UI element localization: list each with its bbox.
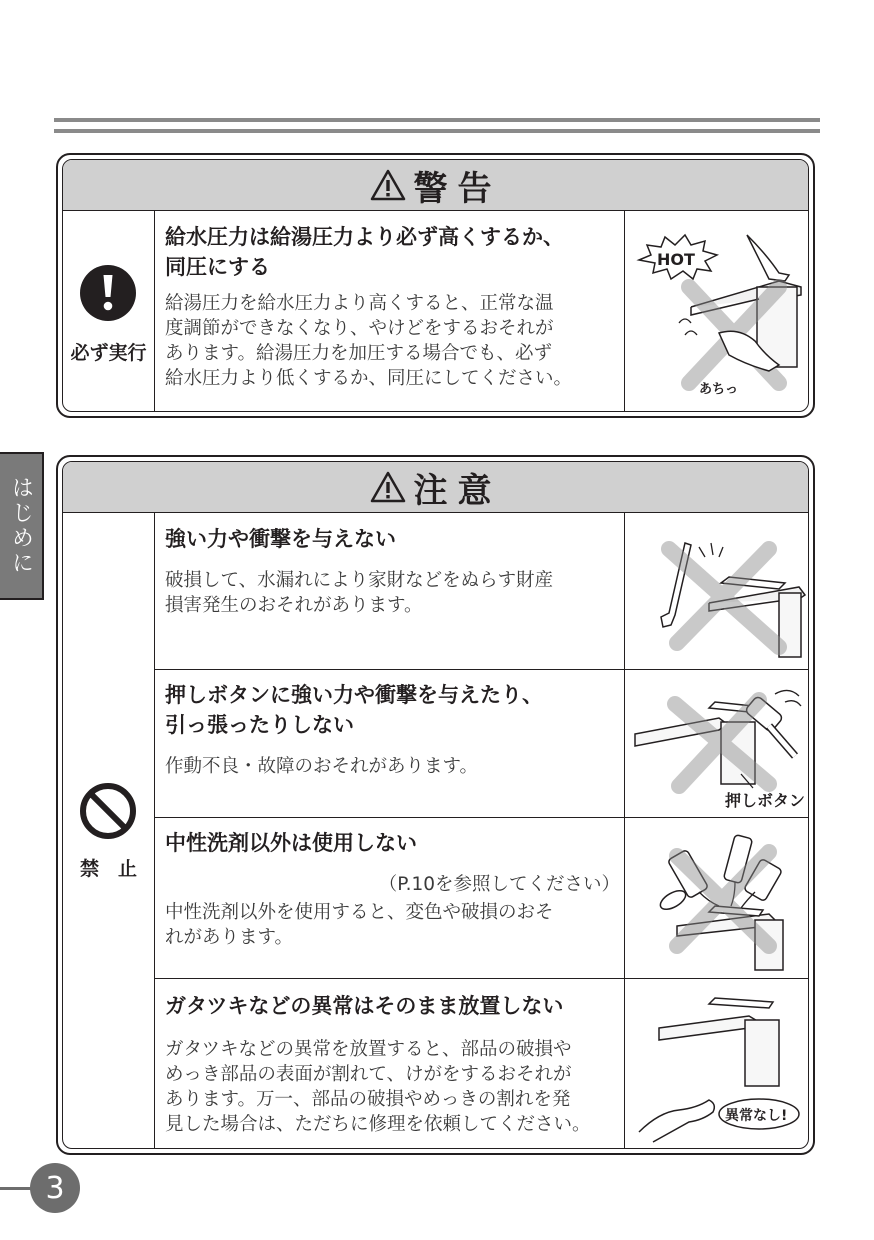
caution-header <box>63 462 808 513</box>
normal-check-illustration <box>629 982 809 1149</box>
caution-item4-body-line2: めっき部品の表面が割れて、けがをするおそれが <box>165 1064 572 1085</box>
warning-divider-left <box>154 211 155 411</box>
warning-body <box>165 291 625 391</box>
page-number-line <box>0 1187 32 1190</box>
mandatory-label: 必ず実行 <box>70 342 147 364</box>
hot-water-illustration <box>629 215 809 405</box>
caution-item4-body <box>165 1037 625 1137</box>
mandatory-action-icon <box>79 264 137 322</box>
warning-body-line4: 給水圧力より低くするか、同圧にしてください。 <box>165 368 573 389</box>
top-rule-upper <box>54 118 820 122</box>
warning-body-line3: あります。給湯圧力を加圧する場合でも、必ず <box>165 343 553 364</box>
caution-item3-body <box>165 900 625 950</box>
top-rule-lower <box>54 129 820 133</box>
warning-box-inner <box>62 159 809 412</box>
caution-item1-title: 強い力や衝撃を与えない <box>165 527 396 551</box>
caution-item3-body-line1: 中性洗剤以外を使用すると、変色や破損のおそ <box>165 902 554 923</box>
caution-item2-title-line1: 押しボタンに強い力や衝撃を与えたり、 <box>165 683 543 707</box>
caution-item3-reference: （P.10を参照してください） <box>378 874 620 895</box>
warning-header <box>63 160 808 211</box>
caution-item4-body-line4: 見した場合は、ただちに修理を依頼してください。 <box>165 1114 591 1135</box>
caution-item2-title-line2: 引っ張ったりしない <box>165 713 354 737</box>
caution-row-divider-2 <box>154 817 808 818</box>
caution-box <box>56 455 815 1155</box>
prohibition-label: 禁 止 <box>79 858 137 880</box>
page-number: 3 <box>30 1163 80 1213</box>
warning-triangle-icon <box>370 169 406 201</box>
warning-header-text: 警告 <box>413 168 502 209</box>
caution-item4-body-line1: ガタツキなどの異常を放置すると、部品の破損や <box>165 1039 572 1060</box>
caution-item3-body-line2: れがあります。 <box>165 927 294 948</box>
push-button-illustration <box>629 674 809 814</box>
svg-text:あちっ: あちっ <box>699 382 739 397</box>
warning-body-line2: 度調節ができなくなり、やけどをするおそれが <box>165 318 554 339</box>
warning-title-line2: 同圧にする <box>165 255 270 279</box>
prohibition-icon <box>79 782 137 840</box>
warning-box <box>56 153 815 418</box>
caution-item1-body <box>165 568 625 618</box>
caution-item1-body-line1: 破損して、水漏れにより家財などをぬらす財産 <box>165 570 554 591</box>
svg-text:HOT: HOT <box>657 250 695 269</box>
caution-triangle-icon <box>370 471 406 503</box>
caution-header-text: 注意 <box>413 470 502 511</box>
caution-row-divider-1 <box>154 669 808 670</box>
caution-item1-body-line2: 損害発生のおそれがあります。 <box>165 595 423 616</box>
caution-row-divider-3 <box>154 978 808 979</box>
caution-box-inner <box>62 461 809 1149</box>
detergent-illustration <box>629 822 809 974</box>
svg-text:異常なし!: 異常なし! <box>725 1108 788 1124</box>
section-tab-label: はじめに <box>8 476 34 576</box>
section-tab[interactable] <box>0 452 44 600</box>
caution-divider-left <box>154 513 155 1148</box>
caution-item4-body-line3: あります。万一、部品の破損やめっきの割れを発 <box>165 1089 571 1110</box>
caution-item3-title: 中性洗剤以外は使用しない <box>165 831 417 855</box>
caution-item2-body <box>165 754 625 779</box>
warning-body-line1: 給湯圧力を給水圧力より高くすると、正常な温 <box>165 293 554 314</box>
caution-item2-body-line1: 作動不良・故障のおそれがあります。 <box>165 756 479 777</box>
warning-title-line1: 給水圧力は給湯圧力より必ず高くするか、 <box>165 225 564 249</box>
svg-text:押しボタン: 押しボタン <box>725 791 806 810</box>
impact-illustration <box>629 517 809 667</box>
caution-item4-title: ガタツキなどの異常はそのまま放置しない <box>165 994 564 1018</box>
